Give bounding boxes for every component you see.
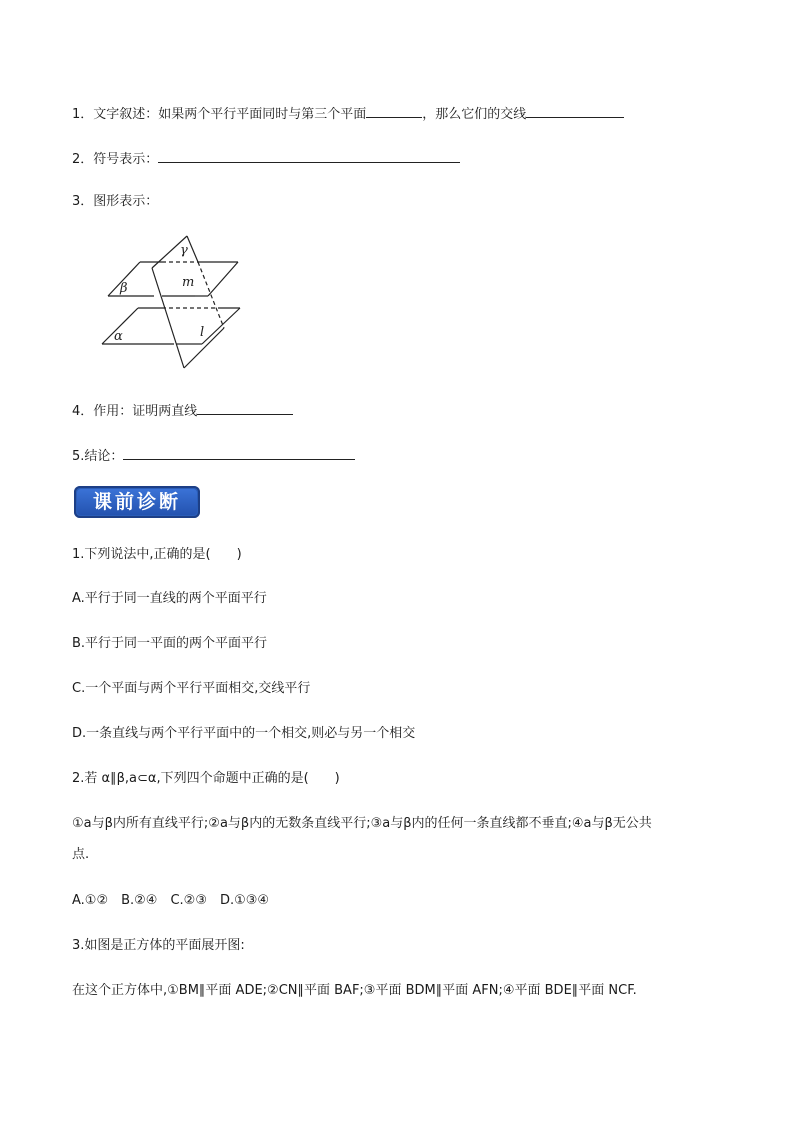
section-title: 课前诊断	[77, 489, 197, 515]
q1-option-d: D.一条直线与两个平行平面中的一个相交,则必与另一个相交	[72, 726, 416, 741]
plane-beta-right-edge	[208, 262, 238, 296]
label-beta: β	[120, 281, 128, 296]
section-banner	[74, 486, 200, 518]
blank-2[interactable]	[158, 148, 460, 163]
q2-body-line2: 点.	[72, 847, 90, 862]
plane-gamma-top-right	[187, 236, 198, 262]
item-4-text: 4．作用：证明两直线	[72, 400, 293, 421]
item-2-text: 2．符号表示：	[72, 148, 460, 169]
label-alpha: α	[114, 329, 123, 344]
blank-4[interactable]	[197, 400, 293, 415]
q2-body-line1: ①a与β内所有直线平行;②a与β内的无数条直线平行;③a与β内的任何一条直线都不垂直;④a与β无公共	[72, 816, 652, 831]
label-gamma: γ	[180, 243, 188, 258]
blank-1a[interactable]	[366, 103, 422, 118]
item-5-text: 5.结论：	[72, 445, 355, 466]
q1-option-c: C.一个平面与两个平行平面相交,交线平行	[72, 681, 311, 696]
q1-option-b: B.平行于同一平面的两个平面平行	[72, 636, 268, 651]
item-1-text: 1．文字叙述：如果两个平行平面同时与第三个平面 ，那么它们的交线	[72, 103, 624, 124]
blank-5[interactable]	[123, 445, 355, 460]
plane-alpha-right-edge	[202, 308, 240, 344]
q3-body: 在这个正方体中,①BM∥平面 ADE;②CN∥平面 BAF;③平面 BDM∥平面 AFN;④平面 BDE∥平面 NCF.	[72, 983, 637, 998]
q3-stem: 3.如图是正方体的平面展开图:	[72, 938, 245, 953]
parallel-planes-figure	[100, 234, 250, 374]
q2-options: A.①② B.②④ C.②③ D.①③④	[72, 893, 270, 908]
label-m: m	[182, 275, 195, 290]
q2-stem: 2.若 α∥β,a⊂α,下列四个命题中正确的是( )	[72, 771, 340, 786]
blank-1b[interactable]	[526, 103, 624, 118]
item-3-text: 3．图形表示：	[72, 194, 159, 209]
label-l: l	[200, 325, 205, 340]
q1-option-a: A.平行于同一直线的两个平面平行	[72, 591, 267, 606]
plane-gamma-hidden-edge	[198, 262, 224, 328]
q1-stem: 1.下列说法中,正确的是( )	[72, 547, 242, 562]
plane-gamma-left-edge	[152, 268, 184, 368]
